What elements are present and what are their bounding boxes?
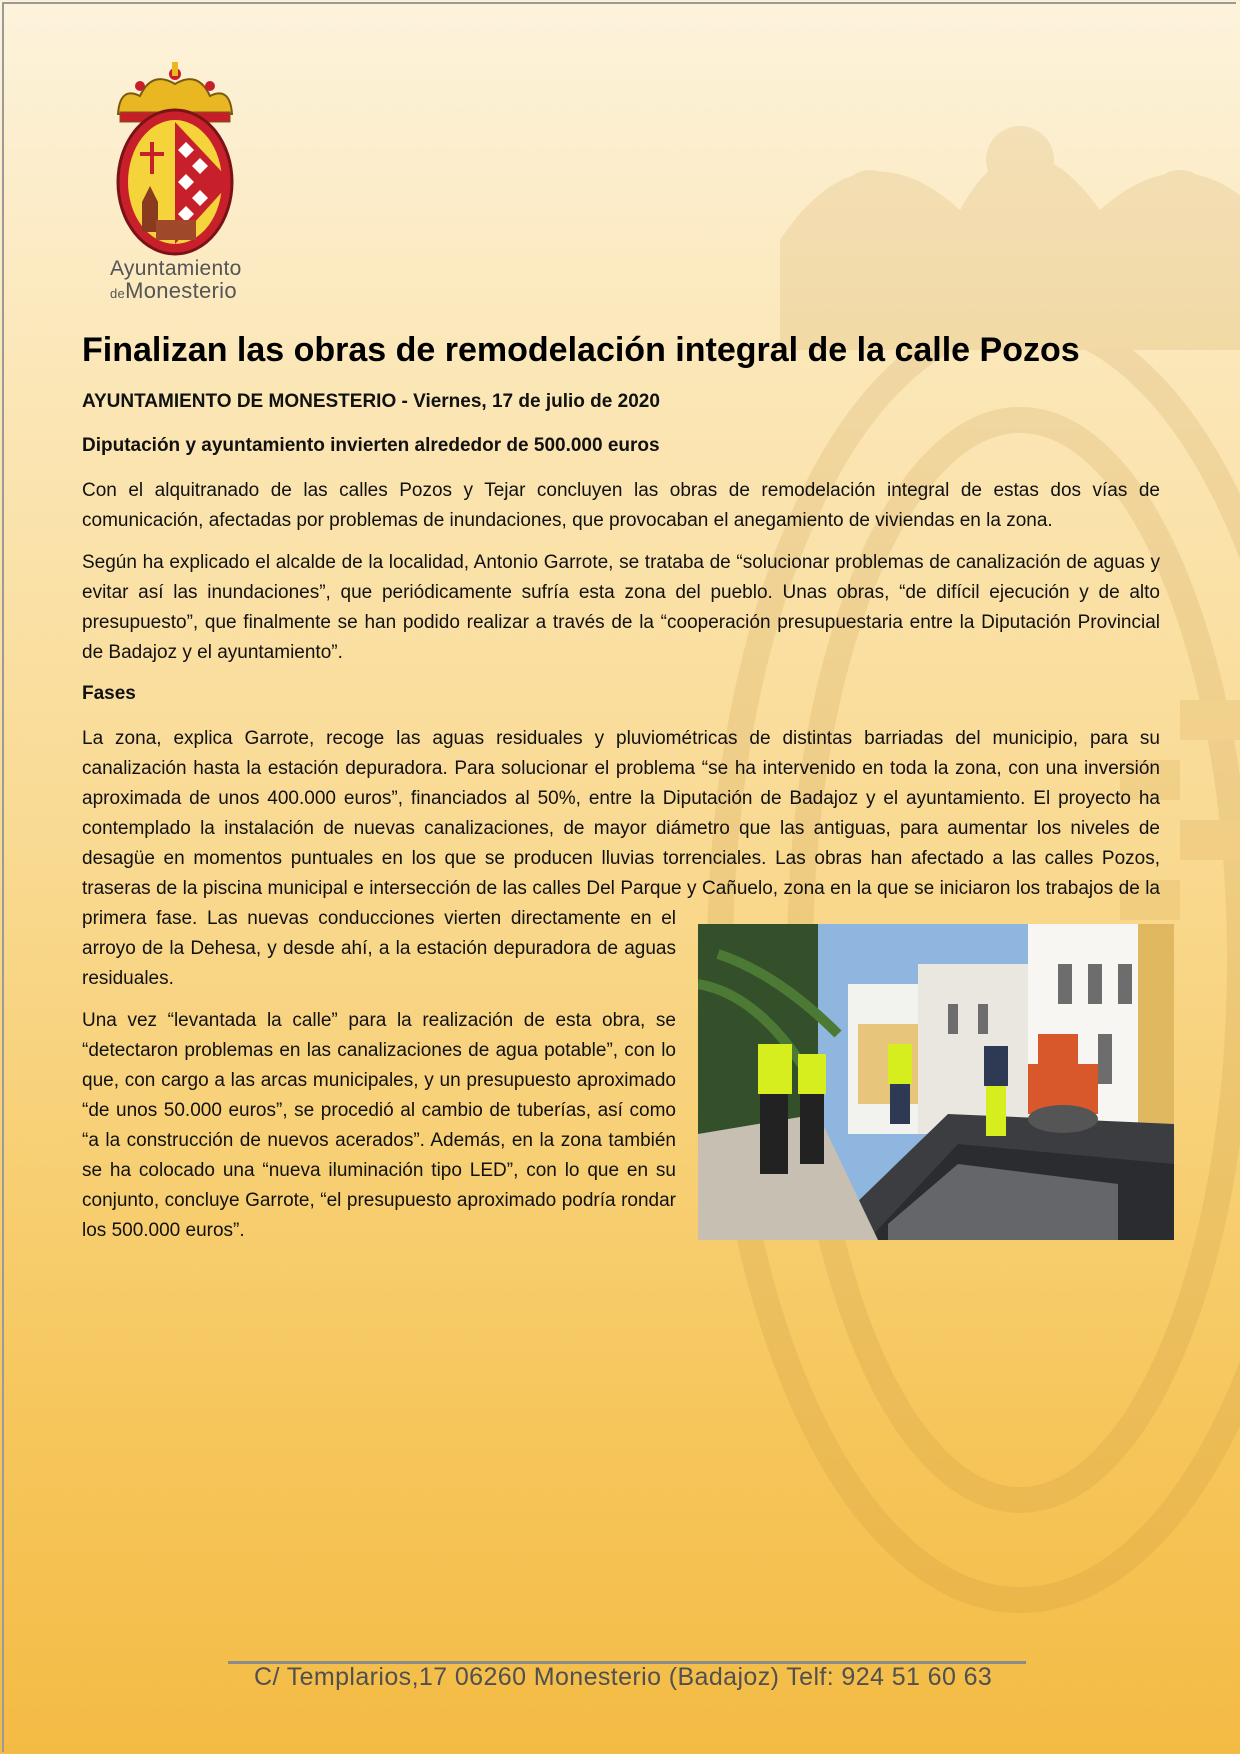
article-paragraph: Con el alquitranado de las calles Pozos y Tejar concluyen las obras de remodelación integral de estas dos vías de comunicación, afectadas por problemas de inundaciones, que provocaban el anegamiento de viviendas en la zona. <box>82 480 1160 531</box>
section-heading: Fases <box>82 683 136 704</box>
article-byline: AYUNTAMIENTO DE MONESTERIO - Viernes, 17 de julio de 2020 <box>82 391 660 412</box>
article <box>82 330 1160 1258</box>
article-paragraph: Una vez “levantada la calle” para la realización de esta obra, se “detectaron problemas en las canalizaciones de agua potable”, con lo que, con cargo a las arcas municipales, y un presupuesto aproximado “de unos 50.000 euros”, se procedió al cambio de tuberías, así como “a la construcción de nuevos acerados”. Además, en la zona también se ha colocado una “nueva iluminación tipo LED”, con lo que en su conjunto, concluye Garrote, “el presupuesto aproximado podría rondar los 500.000 euros”. <box>82 1010 676 1241</box>
article-paragraph: Según ha explicado el alcalde de la localidad, Antonio Garrote, se trataba de “solucionar problemas de canalización de aguas y evitar así las inundaciones”, que periódicamente sufría esta zona del pueblo. Unas obras, “de difícil ejecución y de alto presupuesto”, que finalmente se han podido realizar a través de la “cooperación presupuestaria entre la Diputación Provincial de Badajoz y el ayuntamiento”. <box>82 552 1160 663</box>
logo-text-ayuntamiento: Ayuntamiento <box>110 257 242 280</box>
article-paragraph: La zona, explica Garrote, recoge las aguas residuales y pluviométricas de distintas barriadas del municipio, para su canalización hasta la estación depuradora. Para solucionar el problema “se ha intervenido en toda la zona, con una inversión aproximada de unos 400.000 euros”, financiados al 50%, entre la Diputación de Badajoz y el ayuntamiento. El proyecto ha contemplado la instalación de nuevas canalizaciones, de mayor diámetro que las antiguas, para aumentar los niveles de desagüe en momentos puntuales en los que se producen lluvias torrenciales. Las obras han afectado a las calles Pozos, traseras de la piscina municipal e intersección de las calles Del Parque y Cañuelo, zona en la que se iniciaron los trabajos de la primera fase. Las nuevas conducciones vierten directamente en el arroyo de la Dehesa, y desde ahí, a la estación depuradora de aguas residuales. <box>82 728 1160 989</box>
article-subtitle: Diputación y ayuntamiento invierten alrededor de 500.000 euros <box>82 435 660 456</box>
logo-text-monesterio: deMonesterio <box>110 278 237 303</box>
footer-address: C/ Templarios,17 06260 Monesterio (Badajoz) Telf: 924 51 60 63 <box>254 1663 993 1691</box>
article-title: Finalizan las obras de remodelación integral de la calle Pozos <box>82 331 1080 369</box>
street-works-photo <box>698 924 1174 1240</box>
